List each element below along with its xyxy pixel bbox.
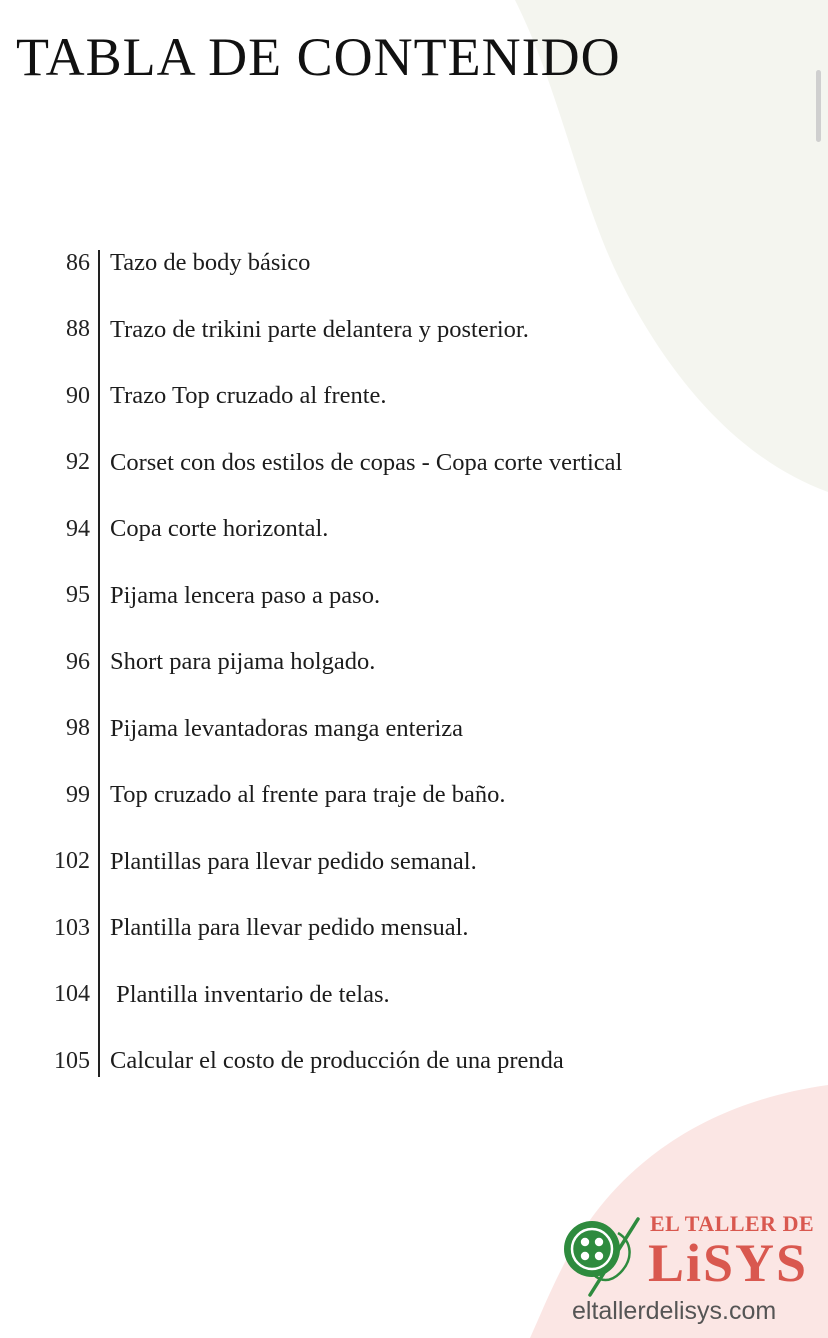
toc-entry-title: Plantilla para llevar pedido mensual. (110, 914, 469, 942)
toc-row[interactable] (30, 363, 750, 430)
toc-page-number: 92 (66, 449, 90, 476)
toc-row[interactable] (30, 297, 750, 364)
toc-entry-title: Short para pijama holgado. (110, 648, 376, 676)
toc-row[interactable] (30, 1028, 750, 1095)
website-url[interactable]: eltallerdelisys.com (572, 1297, 777, 1325)
toc-row[interactable] (30, 962, 750, 1029)
button-needle-icon (560, 1211, 650, 1301)
toc-row[interactable] (30, 762, 750, 829)
toc-entry-title: Pijama levantadoras manga enteriza (110, 714, 464, 742)
toc-page-number: 104 (54, 981, 90, 1008)
toc-entry-title: Calcular el costo de producción de una prenda (110, 1047, 564, 1075)
toc-page-number: 88 (66, 316, 90, 343)
logo-text-line2: LiSYS (648, 1233, 809, 1293)
toc-row[interactable] (30, 496, 750, 563)
toc-entry-title: Top cruzado al frente para traje de baño. (110, 781, 506, 809)
logo-text-line1: EL TALLER DE (650, 1211, 815, 1236)
toc-entry-title: Trazo de trikini parte delantera y posterior. (110, 315, 529, 343)
toc-entry-title: Plantilla inventario de telas. (110, 980, 390, 1008)
toc-row[interactable] (30, 563, 750, 630)
toc-entry-title: Plantillas para llevar pedido semanal. (110, 847, 477, 875)
toc-page-number: 96 (66, 648, 90, 675)
toc-row[interactable] (30, 430, 750, 497)
toc-page-number: 98 (66, 715, 90, 742)
toc-page-number: 105 (54, 1047, 90, 1074)
toc-page-number: 94 (66, 515, 90, 542)
toc-row[interactable] (30, 696, 750, 763)
page-title: TABLA DE CONTENIDO (16, 27, 621, 87)
toc-page-number: 90 (66, 382, 90, 409)
toc-row[interactable] (30, 629, 750, 696)
toc-page-number: 95 (66, 582, 90, 609)
scrollbar-thumb[interactable] (816, 70, 821, 142)
toc-row[interactable] (30, 829, 750, 896)
toc-page-number: 102 (54, 848, 90, 875)
toc-page-number: 86 (66, 249, 90, 276)
toc-row[interactable] (30, 895, 750, 962)
toc-entry-title: Trazo Top cruzado al frente. (110, 382, 387, 410)
toc-row[interactable] (30, 230, 750, 297)
toc-entry-title: Copa corte horizontal. (110, 515, 329, 543)
toc-entry-title: Pijama lencera paso a paso. (110, 581, 381, 609)
toc-page-number: 103 (54, 914, 90, 941)
toc-entry-title: Tazo de body básico (110, 249, 311, 277)
table-of-contents (30, 230, 750, 1095)
toc-entry-title: Corset con dos estilos de copas - Copa corte vertical (110, 448, 623, 476)
toc-page-number: 99 (66, 781, 90, 808)
